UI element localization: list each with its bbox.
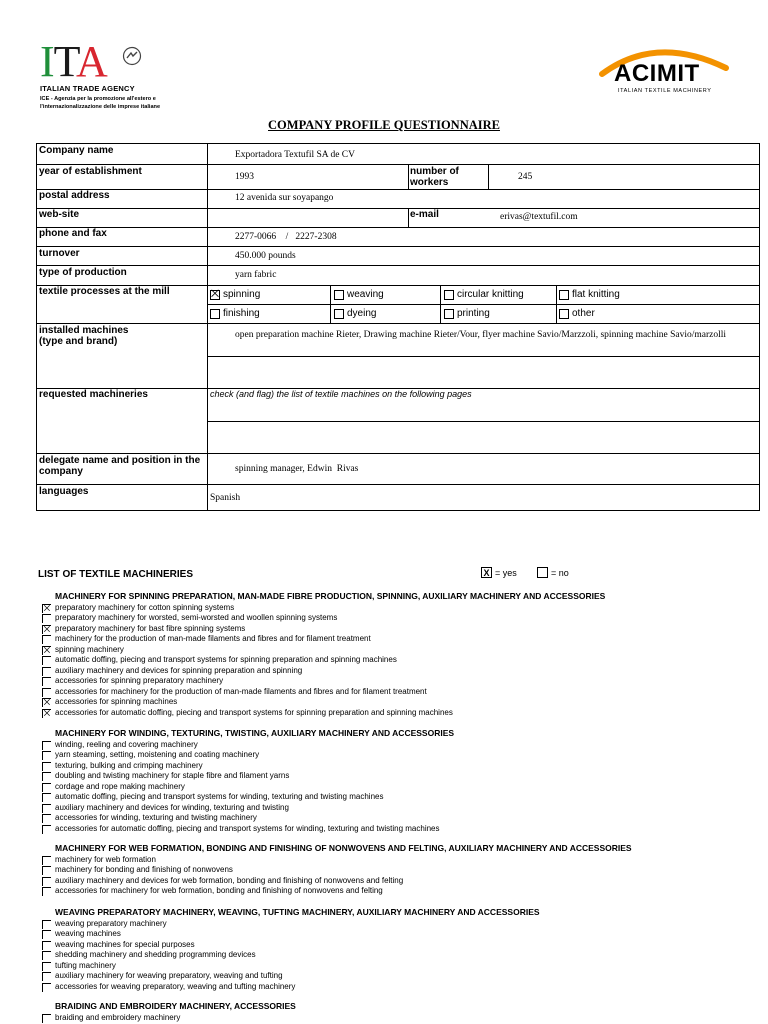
ita-agency-name: ITALIAN TRADE AGENCY [40,84,135,93]
email-label: e-mail [410,209,439,220]
machinery-item[interactable] [42,644,124,655]
ita-emblem-icon [122,46,142,66]
delegate-label: delegate name and position in the company [39,455,201,477]
checkbox-icon[interactable] [42,814,51,823]
checkbox-checked-icon[interactable] [42,604,51,613]
postal-value[interactable]: 12 avenida sur soyapango [235,193,334,203]
machinery-item[interactable] [42,750,259,761]
checkbox-icon[interactable] [42,951,51,960]
category-title: MACHINERY FOR SPINNING PREPARATION, MAN-MADE FIBRE PRODUCTION, SPINNING, AUXILIARY MACHINERY AND ACCESSORIES [55,591,606,601]
checkbox-checked-icon[interactable] [42,709,51,718]
machinery-item[interactable] [42,634,371,645]
ita-ice-description: ICE - Agenzia per la promozione all'estero e l'internazionalizzazione delle imprese italiane [40,96,161,110]
checkbox-checked-icon[interactable] [42,698,51,707]
checkbox-checked-icon[interactable] [42,625,51,634]
languages-label: languages [39,486,89,497]
checkbox-icon[interactable] [42,656,51,665]
checkbox-icon[interactable] [42,825,51,834]
checkbox-icon[interactable] [42,877,51,886]
machinery-item-label: weaving machines [55,929,121,939]
checkbox-icon[interactable] [444,290,454,300]
legend-yes: X = yes [481,567,517,578]
machinery-item[interactable] [42,950,256,961]
website-label: web-site [39,209,80,220]
requested-note: check (and flag) the list of textile machines on the following pages [210,389,472,399]
workers-value[interactable]: 245 [518,172,533,182]
category-title: WEAVING PREPARATORY MACHINERY, WEAVING, TUFTING MACHINERY, AUXILIARY MACHINERY AND ACCESSORIES [55,907,540,917]
production-value[interactable]: yarn fabric [235,270,277,280]
turnover-label: turnover [39,248,80,259]
process-printing[interactable]: printing [444,308,490,319]
machinery-item[interactable] [42,697,177,708]
checkbox-icon[interactable] [334,309,344,319]
machinery-item-label: auxiliary machinery for weaving preparatory, weaving and tufting [55,971,283,981]
machinery-item[interactable] [42,665,302,676]
machinery-item-label: accessories for machinery for web formation, bonding and finishing of nonwovens and felting [55,886,383,896]
machinery-item-label: preparatory machinery for cotton spinning systems [55,602,235,612]
machinery-item-label: auxiliary machinery and devices for web formation, bonding and finishing of nonwovens and felting [55,875,404,885]
machinery-item[interactable] [42,960,116,971]
machinery-item-label: accessories for automatic doffing, piecing and transport systems for winding, texturing and twisting machines [55,823,440,833]
company-name-label: Company name [39,145,114,156]
machinery-item[interactable] [42,981,295,992]
workers-label: number of workers [410,166,459,188]
machinery-item[interactable] [42,918,167,929]
machinery-item[interactable] [42,676,223,687]
machinery-item[interactable] [42,760,203,771]
checkbox-icon[interactable] [42,677,51,686]
checkbox-icon[interactable] [334,290,344,300]
checkbox-checked-icon[interactable]: ⨉ [211,288,219,300]
machinery-item[interactable] [42,875,403,886]
checkbox-icon[interactable] [42,920,51,929]
machinery-item-label: texturing, bulking and crimping machinery [55,760,203,770]
process-dyeing[interactable]: dyeing [334,308,376,319]
page-title: COMPANY PROFILE QUESTIONNAIRE [268,118,500,132]
machinery-item[interactable] [42,707,453,718]
machinery-item[interactable] [42,813,257,824]
checkbox-icon[interactable] [42,667,51,676]
checkbox-icon[interactable] [42,772,51,781]
machinery-item[interactable] [42,1012,180,1023]
category-title: BRAIDING AND EMBROIDERY MACHINERY, ACCESSORIES [55,1001,296,1011]
machinery-item-label: accessories for weaving preparatory, weaving and tufting machinery [55,981,296,991]
delegate-value[interactable]: spinning manager, Edwin Rivas [235,464,359,474]
checkbox-icon[interactable] [42,930,51,939]
machinery-item-label: weaving machines for special purposes [55,939,195,949]
machinery-item[interactable] [42,971,283,982]
checkbox-icon[interactable] [42,856,51,865]
machinery-item-label: automatic doffing, piecing and transport systems for winding, texturing and twisting machines [55,792,384,802]
process-finishing[interactable]: finishing [210,308,260,319]
languages-value[interactable]: Spanish [210,493,241,503]
checkbox-icon[interactable] [42,1014,51,1023]
checkbox-icon[interactable] [42,804,51,813]
machinery-item-label: yarn steaming, setting, moistening and coating machinery [55,750,260,760]
machinery-item-label: spinning machinery [55,644,124,654]
checkbox-icon[interactable] [42,751,51,760]
machinery-item[interactable] [42,623,245,634]
phone-value[interactable]: 2277-0066 / 2227-2308 [235,232,337,242]
machinery-item-label: weaving preparatory machinery [55,918,167,928]
machinery-item[interactable] [42,792,383,803]
machinery-item-label: winding, reeling and covering machinery [55,739,198,749]
machinery-item[interactable] [42,886,383,897]
machinery-item[interactable] [42,613,337,624]
acimit-logo [596,38,732,100]
machinery-item[interactable] [42,686,427,697]
checkbox-icon[interactable] [42,614,51,623]
phone-label: phone and fax [39,228,107,239]
ita-logo [40,37,180,112]
process-circular-knitting[interactable]: circular knitting [444,289,524,300]
turnover-value[interactable]: 450.000 pounds [235,251,296,261]
machinery-item-label: cordage and rope making machinery [55,781,185,791]
machinery-item[interactable] [42,865,233,876]
checkbox-icon[interactable] [42,972,51,981]
checkbox-icon[interactable] [42,741,51,750]
year-label: year of establishment [39,166,142,177]
company-form-table [36,143,760,511]
machinery-item-label: automatic doffing, piecing and transport systems for spinning preparation and spinning machines [55,655,397,665]
checkbox-icon[interactable] [559,290,569,300]
company-name-value[interactable]: Exportadora Textufil SA de CV [235,150,356,160]
category-title: MACHINERY FOR WINDING, TEXTURING, TWISTING, AUXILIARY MACHINERY AND ACCESSORIES [55,728,455,738]
machinery-item[interactable] [42,823,440,834]
machinery-item-label: machinery for web formation [55,854,156,864]
machinery-item-label: machinery for the production of man-made filaments and fibres and for filament treatment [55,634,371,644]
machinery-item[interactable] [42,929,121,940]
checkbox-icon[interactable] [42,887,51,896]
ita-letters: ITA [40,37,107,86]
process-weaving[interactable]: weaving [334,289,384,300]
machinery-item-label: accessories for automatic doffing, piecing and transport systems for spinning preparation and spinning machines [55,707,453,717]
machinery-item[interactable] [42,939,195,950]
checkbox-icon[interactable] [42,962,51,971]
machinery-item-label: auxiliary machinery and devices for winding, texturing and twisting [55,802,289,812]
machinery-item-label: machinery for bonding and finishing of nonwovens [55,865,233,875]
email-value[interactable]: erivas@textufil.com [500,212,578,222]
list-heading: LIST OF TEXTILE MACHINERIES [38,569,194,580]
checkbox-icon[interactable] [42,762,51,771]
checkbox-icon[interactable] [42,635,51,644]
machinery-item-label: accessories for spinning machines [55,697,178,707]
machinery-item[interactable] [42,854,156,865]
machinery-item[interactable] [42,655,397,666]
checkbox-icon[interactable] [42,688,51,697]
machines-label: installed machines (type and brand) [39,325,129,347]
machinery-item-label: preparatory machinery for worsted, semi-worsted and woollen spinning systems [55,613,338,623]
machinery-item[interactable] [42,771,289,782]
machinery-item-label: preparatory machinery for bast fibre spinning systems [55,623,246,633]
machinery-item-label: doubling and twisting machinery for staple fibre and filament yarns [55,771,290,781]
machinery-item-label: accessories for spinning preparatory machinery [55,676,224,686]
checkbox-icon[interactable] [210,309,220,319]
checkbox-icon[interactable] [444,309,454,319]
machinery-item-label: auxiliary machinery and devices for spinning preparation and spinning [55,665,303,675]
checkbox-icon[interactable] [42,941,51,950]
requested-label: requested machineries [39,389,148,400]
postal-label: postal address [39,190,110,201]
checkbox-icon[interactable] [42,793,51,802]
machinery-item-label: accessories for winding, texturing and twisting machinery [55,813,257,823]
machinery-item-label: accessories for machinery for the production of man-made filaments and fibres and for filament treatment [55,686,427,696]
machines-value[interactable]: open preparation machine Rieter, Drawing machine Rieter/Vour, flyer machine Savio/Marzzoli, spinning machine Savio/marzolli [235,330,727,340]
legend-no: = no [537,567,569,578]
checkbox-icon[interactable] [559,309,569,319]
checkbox-icon [537,567,548,578]
machinery-item-label: tufting machinery [55,960,116,970]
machinery-item[interactable] [42,781,185,792]
process-other[interactable]: other [559,308,595,319]
machinery-item[interactable] [42,739,198,750]
checkbox-icon[interactable] [42,983,51,992]
checkbox-checked-icon: X [481,567,492,578]
checkbox-icon[interactable] [42,783,51,792]
machinery-item-label: braiding and embroidery machinery [55,1012,181,1022]
process-flat-knitting[interactable]: flat knitting [559,289,620,300]
machinery-item[interactable] [42,602,234,613]
acimit-subtitle: ITALIAN TEXTILE MACHINERY [618,88,712,94]
checkbox-checked-icon[interactable] [42,646,51,655]
machinery-item[interactable] [42,802,289,813]
category-title: MACHINERY FOR WEB FORMATION, BONDING AND FINISHING OF NONWOVENS AND FELTING, AUXILIARY MACHINERY AND ACCESSORIES [55,843,632,853]
production-label: type of production [39,267,127,278]
machinery-item-label: shedding machinery and shedding programming devices [55,950,256,960]
acimit-name: ACIMIT [614,60,700,87]
checkbox-icon[interactable] [42,866,51,875]
year-value[interactable]: 1993 [235,172,254,182]
processes-label: textile processes at the mill [39,286,170,297]
process-spinning[interactable]: ⨉ spinning [211,288,261,300]
